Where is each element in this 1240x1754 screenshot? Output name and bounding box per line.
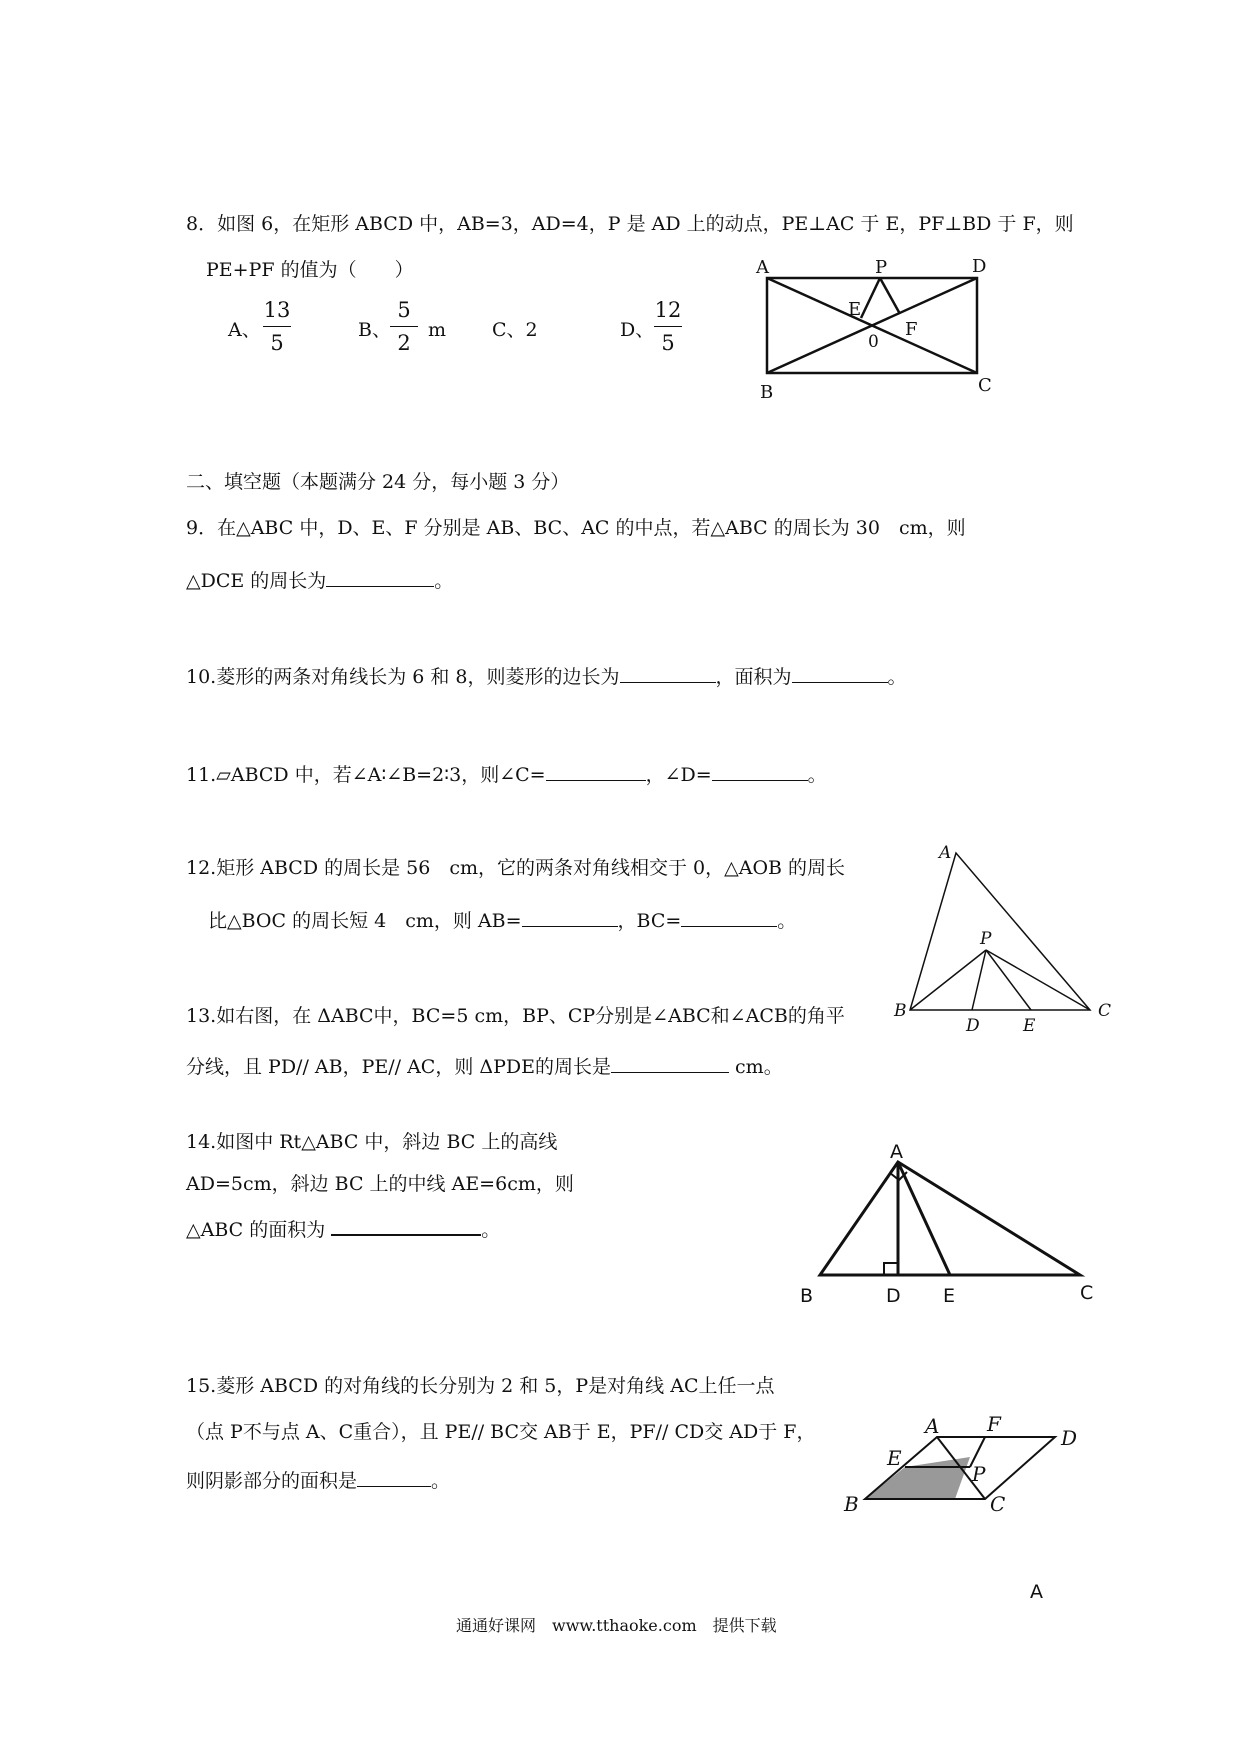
q8-option-a-label: A、 (228, 319, 261, 341)
q12-end: 。 (777, 910, 797, 932)
q14-line3 (186, 1214, 500, 1242)
label-p: P (972, 1462, 986, 1486)
q9-line2-end: 。 (434, 570, 454, 592)
label-p: P (980, 929, 992, 949)
label-c: C (978, 375, 992, 396)
q11-angle-c-blank[interactable] (546, 760, 646, 781)
label-o: 0 (868, 332, 879, 352)
fraction-numerator: 5 (397, 298, 411, 322)
segment-pe (861, 278, 880, 318)
label-b: B (894, 1001, 907, 1021)
label-e: E (848, 299, 862, 320)
q8-option-b-fraction (384, 297, 424, 356)
q12-line2 (208, 906, 796, 933)
q15-line3-text: 则阴影部分的面积是 (186, 1470, 358, 1492)
q8-line2: PE+PF 的值为（ ） (206, 259, 414, 281)
label-c: C (1080, 1282, 1094, 1304)
q15-line2: （点 P不与点 A、C重合），且 PE// BC交 AB于 E，PF// CD交 AD于 F， (186, 1421, 816, 1443)
fraction-bar (390, 326, 418, 327)
label-a: A (925, 1414, 940, 1438)
label-d: D (1061, 1426, 1078, 1450)
q14-line1: 14.如图中 Rt△ABC 中，斜边 BC 上的高线 (186, 1131, 558, 1153)
q10-mid-text: ，面积为 (715, 666, 792, 688)
q10-line (186, 662, 907, 689)
label-p: P (875, 257, 888, 278)
q11-text: ABCD 中，若∠A∶∠B=2∶3，则∠C= (230, 764, 546, 786)
q14-end: 。 (481, 1219, 501, 1241)
q14-line3-text: △ABC 的面积为 (186, 1219, 332, 1241)
triangle-abc (820, 1162, 1080, 1275)
right-angle-mark-d (884, 1263, 898, 1275)
q15-rhombus-figure (840, 1412, 1100, 1525)
fraction-denominator: 5 (270, 331, 284, 355)
label-d: D (972, 256, 987, 277)
q10-text: 10.菱形的两条对角线长为 6 和 8，则菱形的边长为 (186, 666, 620, 688)
q11-end: 。 (807, 764, 827, 786)
parallelogram-symbol: ▱ (216, 764, 231, 786)
q13-triangle-figure (890, 845, 1120, 1045)
q12-line2-text: 比△BOC 的周长短 4 cm，则 AB= (208, 910, 522, 932)
stray-label: A (1030, 1581, 1043, 1603)
page-footer: 通通好课网 www.tthaoke.com 提供下载 (456, 1616, 777, 1635)
fraction-bar (654, 326, 682, 327)
segment-pe (986, 950, 1031, 1010)
segment-cp (986, 950, 1090, 1010)
label-c: C (1098, 1001, 1112, 1021)
shaded-region (865, 1457, 970, 1499)
label-c: C (990, 1492, 1006, 1516)
q12-ab-blank[interactable] (522, 906, 618, 927)
label-f: F (987, 1412, 1001, 1436)
section2-heading: 二、填空题（本题满分 24 分，每小题 3 分） (186, 471, 570, 493)
q9-answer-blank[interactable] (326, 566, 434, 587)
q12-mid-text: ，BC= (617, 910, 682, 932)
fraction-bar (263, 326, 291, 327)
q13-line2-text: 分线，且 PD// AB，PE// AC，则 ΔPDE的周长是 (186, 1056, 611, 1078)
label-d: D (886, 1285, 901, 1307)
q8-rectangle-figure (750, 255, 1010, 405)
fraction-numerator: 13 (263, 298, 291, 322)
q13-line2 (186, 1052, 783, 1079)
q12-line1: 12.矩形 ABCD 的周长是 56 cm，它的两条对角线相交于 0，△AOB 的周长 (186, 857, 846, 879)
q8-option-d-label: D、 (620, 319, 655, 341)
q14-line2: AD=5cm，斜边 BC 上的中线 AE=6cm，则 (186, 1173, 574, 1195)
q8-option-b-unit: m (428, 319, 447, 341)
label-f: F (905, 319, 918, 340)
q11-line (186, 760, 827, 787)
q10-area-blank[interactable] (792, 662, 888, 683)
q9-line1: 9．在△ABC 中，D、E、F 分别是 AB、BC、AC 的中点，若△ABC 的周长为 30 cm，则 (186, 517, 966, 539)
q10-side-blank[interactable] (620, 662, 716, 683)
label-b: B (800, 1285, 814, 1307)
q13-end: cm。 (729, 1056, 783, 1078)
q15-end: 。 (431, 1470, 451, 1492)
q11-angle-d-blank[interactable] (712, 760, 808, 781)
q8-option-d-fraction (648, 297, 688, 356)
label-a: A (939, 843, 952, 863)
label-b: B (760, 382, 774, 403)
q9-line2-text: △DCE 的周长为 (186, 570, 327, 592)
q8-option-c: C、2 (492, 319, 538, 341)
label-a: A (756, 257, 769, 278)
fraction-denominator: 2 (397, 331, 411, 355)
label-b: B (844, 1492, 859, 1516)
q13-answer-blank[interactable] (611, 1052, 729, 1073)
q8-line1: 8．如图 6，在矩形 ABCD 中，AB=3，AD=4，P 是 AD 上的动点，PE⊥AC 于 E，PF⊥BD 于 F，则 (186, 213, 1074, 235)
q11-mid-text: ，∠D= (645, 764, 712, 786)
segment-pf (880, 278, 900, 314)
q9-line2 (186, 566, 453, 593)
fraction-numerator: 12 (654, 298, 682, 322)
q8-option-b-label: B、 (358, 319, 391, 341)
q15-answer-blank[interactable] (357, 1466, 431, 1487)
fraction-denominator: 5 (661, 331, 675, 355)
q14-triangle-figure (780, 1135, 1100, 1320)
q15-line3 (186, 1466, 450, 1493)
q10-end: 。 (887, 666, 907, 688)
q13-line1: 13.如右图，在 ΔABC中，BC=5 cm，BP、CP分别是∠ABC和∠ACB的角平 (186, 1005, 845, 1027)
q15-line1: 15.菱形 ABCD 的对角线的长分别为 2 和 5，P是对角线 AC上任一点 (186, 1375, 775, 1397)
q8-option-a-fraction (257, 297, 297, 356)
q12-bc-blank[interactable] (681, 906, 777, 927)
label-d: D (966, 1016, 980, 1036)
label-e: E (943, 1285, 956, 1307)
label-a: A (890, 1141, 903, 1163)
q11-number: 11. (186, 764, 217, 786)
q14-answer-blank[interactable] (331, 1214, 481, 1236)
label-e: E (887, 1446, 902, 1470)
label-e: E (1023, 1016, 1036, 1036)
triangle-abc (910, 853, 1090, 1010)
